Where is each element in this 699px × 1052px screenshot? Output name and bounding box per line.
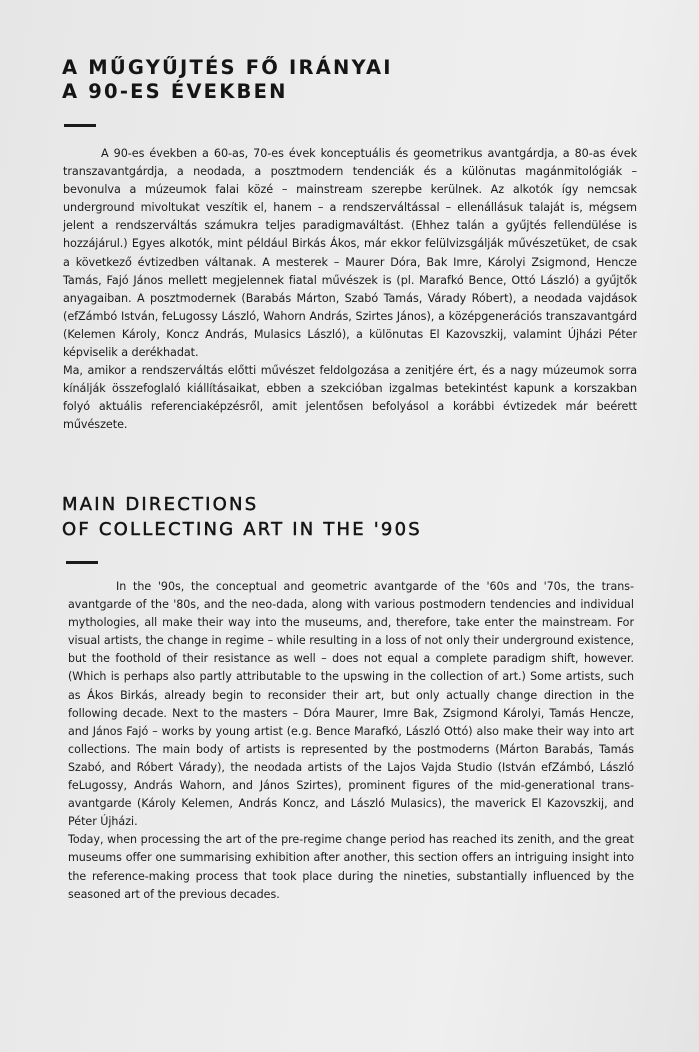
english-body	[68, 578, 634, 904]
english-title-line-1: MAIN DIRECTIONS	[62, 494, 259, 515]
english-paragraph-1: In the '90s, the conceptual and geometric avantgarde of the '60s and '70s, the trans-avantgarde of the '80s, and the neo-dada, along with various postmodern tendencies and individual mythologies, all make their way into the museums, and, therefore, take enter the mainstream. For visual artists, the change in regime – while resulting in a loss of not only their underground existence, but the foothold of their resistance as well – does not equal a complete paradigm shift, however. (Which is perhaps also partly attributable to the upswing in the collection of art.) Some artists, such as Ákos Birkás, already begin to reconsider their art, but only actually change direction in the following decade. Next to the masters – Dóra Maurer, Imre Bak, Zsigmond Károlyi, Tamás Hencze, and János Fajó – works by young artist (e.g. Bence Marafkó, László Ottó) also make their way into art collections. The main body of artists is represented by the postmoderns (Márton Barabás, Tamás Szabó, and Róbert Várady), the neodada artists of the Lajos Vajda Studio (István efZámbó, László feLugossy, András Wahorn, and János Szirtes), prominent figures of the mid-generational trans-avantgarde (Károly Kelemen, András Koncz, and László Mulasics), the maverick El Kazovszkij, and Péter Újházi.	[68, 580, 634, 829]
hungarian-title	[62, 56, 393, 104]
hungarian-paragraph-2: Ma, amikor a rendszerváltás előtti művészet feldolgozása a zenitjére ért, és a nagy múzeumok sorra kínálják összefoglaló kiállításaikat, ebben a szekcióban izgalmas betekintést kapunk a korszakban folyó aktuális referenciaképzésről, amit jelentősen befolyásol a korábbi évtizedek már beérett művészete.	[63, 364, 637, 432]
hungarian-title-underline	[64, 124, 96, 127]
english-paragraph-2: Today, when processing the art of the pre-regime change period has reached its zenith, and the great museums offer one summarising exhibition after another, this section offers an intriguing insight into the reference-making process that took place during the nineties, substantially influenced by the seasoned art of the previous decades.	[68, 833, 634, 901]
english-title	[62, 492, 422, 542]
hungarian-body	[63, 145, 637, 435]
hungarian-paragraph-1: A 90-es években a 60-as, 70-es évek konceptuális és geometrikus avantgárdja, a 80-as évek transzavantgárdja, a neodada, a posztmodern tendenciák és a különutas magánmitológiák – bevonulva a múzeumok falai közé – mainstream szerepbe kerülnek. Az alkotók így nemcsak underground mivoltukat veszítik el, hanem – a rendszerváltással – ellenállásuk talaját is, mégsem jelent a rendszerváltás számukra teljes paradigmaváltást. (Ehhez talán a gyűjtés fellendülése is hozzájárul.) Egyes alkotók, mint például Birkás Ákos, már ekkor felülvizsgálják művészetüket, de csak a következő évtizedben váltanak. A mesterek – Maurer Dóra, Bak Imre, Károlyi Zsigmond, Hencze Tamás, Fajó János mellett megjelennek fiatal művészek is (pl. Marafkó Bence, Ottó László) a gyűjtők anyagaiban. A posztmodernek (Barabás Márton, Szabó Tamás, Várady Róbert), a neodada vajdások (efZámbó István, feLugossy László, Wahorn András, Szirtes János), a középgenerációs transzavantgárd (Kelemen Károly, Koncz András, Mulasics László), a különutas El Kazovszkij, valamint Újházi Péter képviselik a derékhadat.	[63, 147, 637, 360]
hungarian-title-line-2: A 90-ES ÉVEKBEN	[62, 80, 288, 103]
english-title-underline	[66, 561, 98, 564]
english-title-line-2: OF COLLECTING ART IN THE '90S	[62, 519, 422, 540]
hungarian-title-line-1: A MŰGYŰJTÉS FŐ IRÁNYAI	[62, 56, 393, 79]
